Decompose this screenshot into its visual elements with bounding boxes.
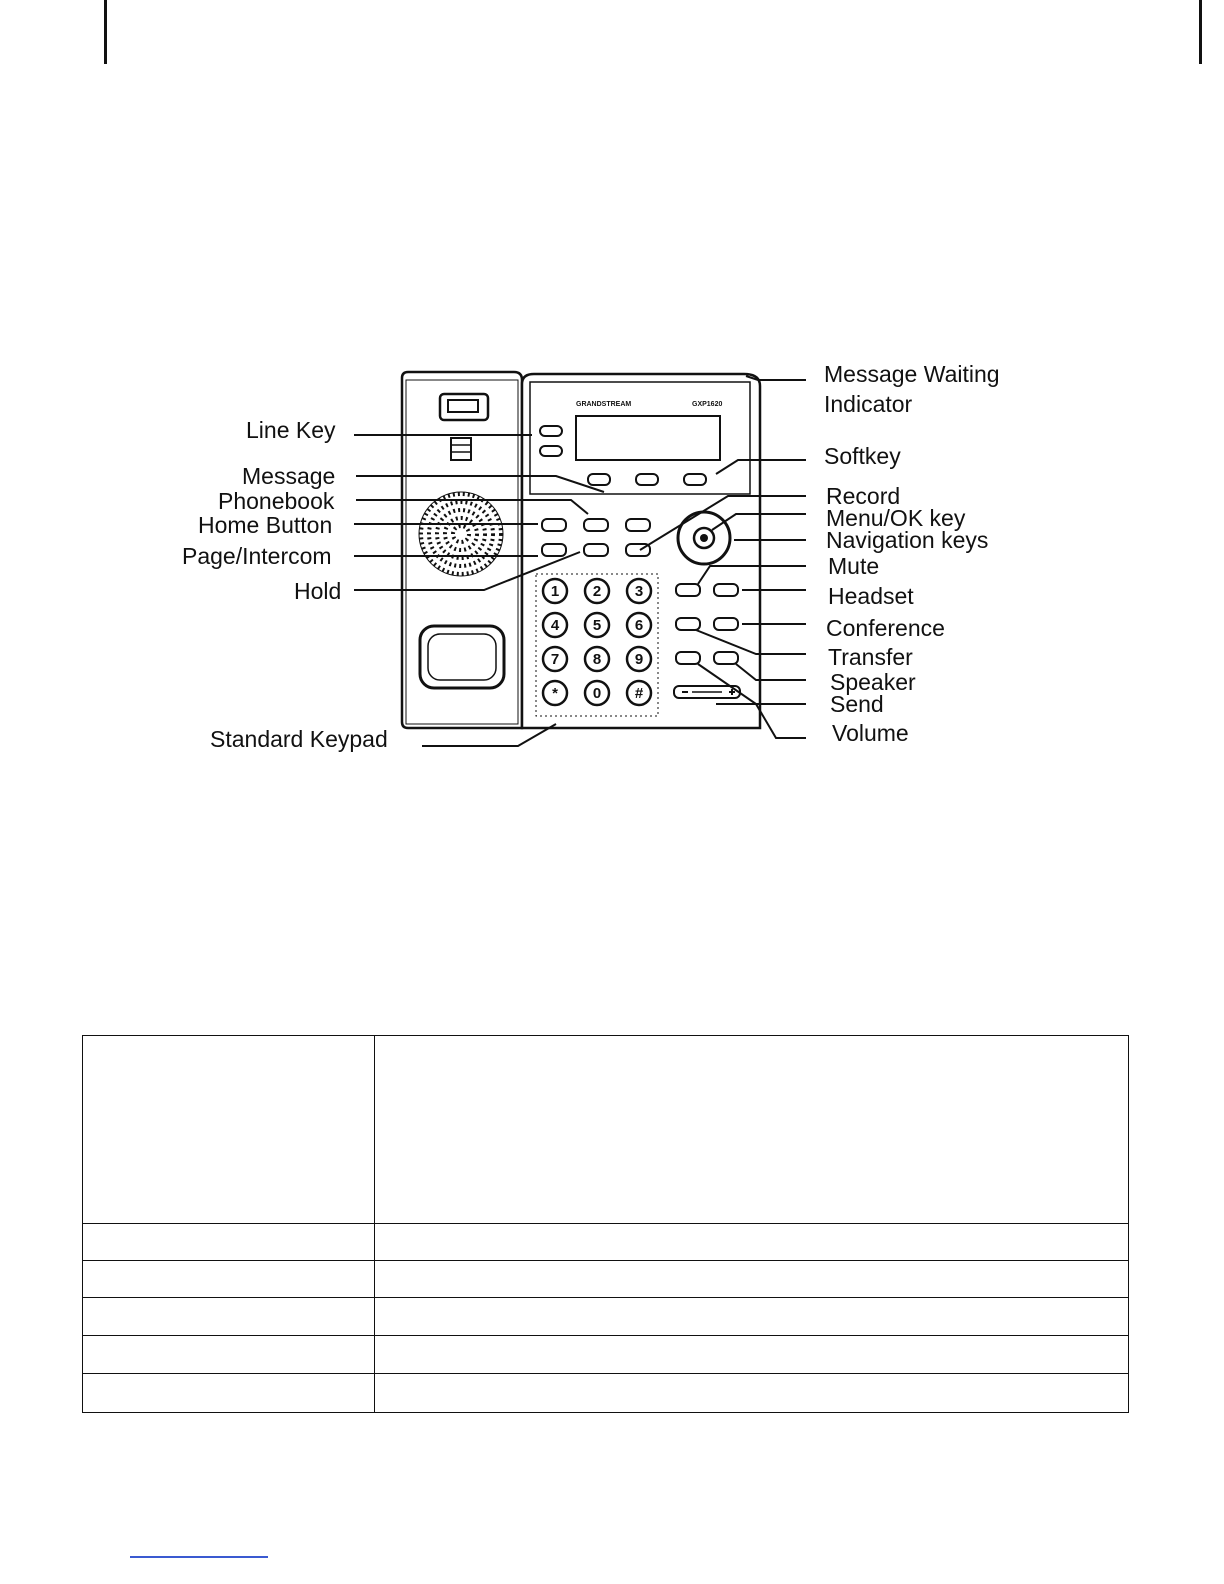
label-message-waiting-2: Indicator xyxy=(824,391,913,417)
footer-link-underline[interactable] xyxy=(130,1556,268,1558)
label-headset: Headset xyxy=(828,583,914,609)
table-row xyxy=(83,1336,1129,1374)
message-key xyxy=(626,519,650,531)
softkey-2 xyxy=(636,474,658,485)
keypad-key-label: * xyxy=(552,685,558,702)
keypad-key-label: 4 xyxy=(550,617,560,634)
send-key xyxy=(676,652,700,664)
conference-key xyxy=(714,618,738,630)
page-intercom-key xyxy=(542,544,566,556)
line-key-1 xyxy=(540,426,562,436)
label-home-button: Home Button xyxy=(198,512,333,538)
table-row xyxy=(83,1298,1129,1336)
label-line-key: Line Key xyxy=(246,417,336,443)
label-softkey: Softkey xyxy=(824,443,901,469)
label-record: Record xyxy=(826,483,901,509)
home-key xyxy=(542,519,566,531)
model-label: GXP1620 xyxy=(692,401,723,408)
table-cell xyxy=(375,1224,1129,1261)
table-row xyxy=(83,1224,1129,1261)
table-cell xyxy=(83,1261,375,1298)
label-menu-ok: Menu/OK key xyxy=(826,505,966,531)
table-cell xyxy=(375,1336,1129,1374)
table-row xyxy=(83,1374,1129,1413)
label-speaker: Speaker xyxy=(830,669,916,695)
description-table xyxy=(82,1035,1129,1413)
right-edge-line xyxy=(1199,0,1202,64)
table-cell xyxy=(83,1036,375,1224)
transfer-key xyxy=(676,618,700,630)
softkey-1 xyxy=(588,474,610,485)
brand-label: GRANDSTREAM xyxy=(576,401,632,408)
label-standard-keypad: Standard Keypad xyxy=(210,726,388,752)
keypad-key-label: 9 xyxy=(634,651,644,668)
label-message-waiting-1: Message Waiting xyxy=(824,361,1000,387)
table-cell xyxy=(83,1298,375,1336)
label-transfer: Transfer xyxy=(828,644,913,670)
table-cell xyxy=(83,1224,375,1261)
label-page-intercom: Page/Intercom xyxy=(182,543,332,569)
label-conference: Conference xyxy=(826,615,945,641)
speaker-key xyxy=(714,652,738,664)
keypad-key-label: # xyxy=(634,685,644,702)
table-row xyxy=(83,1036,1129,1224)
lcd-screen xyxy=(576,416,720,460)
table-row xyxy=(83,1261,1129,1298)
handset-earpiece xyxy=(420,626,504,688)
table-cell xyxy=(375,1261,1129,1298)
keypad-key-label: 6 xyxy=(634,617,644,634)
phonebook-key xyxy=(584,519,608,531)
label-navigation: Navigation keys xyxy=(826,527,989,553)
left-edge-line xyxy=(104,0,107,64)
keypad-key-label: 3 xyxy=(634,583,644,600)
keypad-key-label: 0 xyxy=(592,685,602,702)
label-send: Send xyxy=(830,691,884,717)
keypad-key-label: 8 xyxy=(592,651,602,668)
table-cell xyxy=(83,1336,375,1374)
hold-key xyxy=(584,544,608,556)
table-cell xyxy=(375,1374,1129,1413)
label-hold: Hold xyxy=(294,578,342,604)
mute-key xyxy=(676,584,700,596)
speaker-grille xyxy=(419,492,503,576)
keypad-key-label: 2 xyxy=(592,583,602,600)
label-phonebook: Phonebook xyxy=(218,488,335,514)
keypad-key-label: 7 xyxy=(550,651,560,668)
label-mute: Mute xyxy=(828,553,880,579)
label-message: Message xyxy=(242,463,336,489)
line-key-2 xyxy=(540,446,562,456)
keypad-key-label: 1 xyxy=(550,583,560,600)
softkey-3 xyxy=(684,474,706,485)
keypad-key-label: 5 xyxy=(592,617,602,634)
phone-diagram-figure xyxy=(176,334,1032,776)
table-cell xyxy=(375,1298,1129,1336)
label-volume: Volume xyxy=(832,720,909,746)
table-cell xyxy=(83,1374,375,1413)
table-cell xyxy=(375,1036,1129,1224)
headset-key xyxy=(714,584,738,596)
